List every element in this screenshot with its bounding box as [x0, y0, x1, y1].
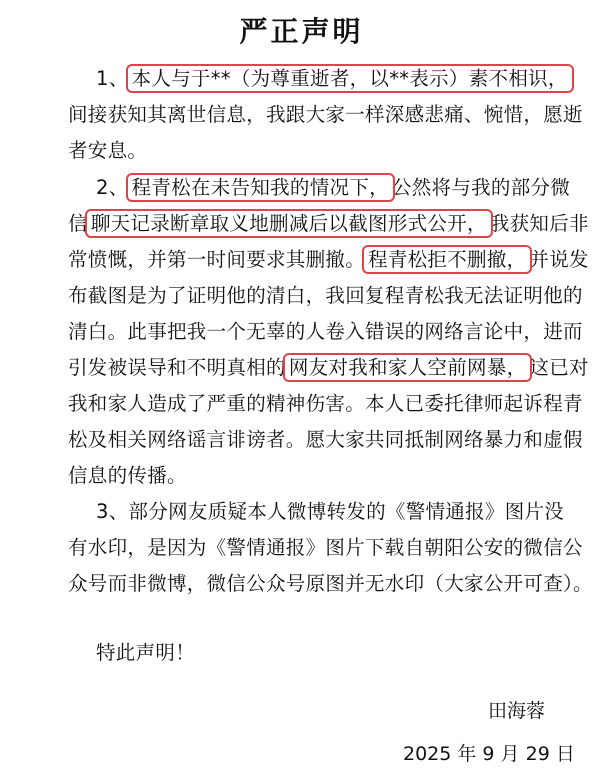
closing-statement: 特此声明！ [96, 641, 196, 664]
p2-line-1-tail: 公然将与我的部分微 [391, 176, 571, 199]
p2-line-2-tail: 我获知后非 [489, 212, 589, 235]
p2-line-8: 松及相关网络谣言诽谤者。愿大家共同抵制网络暴力和虚假 [68, 428, 583, 451]
p2-line-3-head: 常愤慨，并第一时间要求其删撤。 [68, 248, 366, 271]
p2-line-1 [96, 173, 570, 203]
p2-line-6 [68, 353, 589, 383]
p1-line-1 [96, 64, 571, 94]
highlight-box-refuse-delete: 程青松拒不删撤， [365, 248, 529, 271]
p2-line-4: 布截图是为了证明他的清白，我回复程青松我无法证明他的 [68, 284, 583, 307]
p3-line-1: 3、部分网友质疑本人微博转发的《警情通报》图片没 [96, 500, 565, 523]
p2-line-5: 清白。此事把我一个无辜的人卷入错误的网络言论中，进而 [68, 320, 583, 343]
highlight-box-chat-records: 聊天记录断章取义地删减后以截图形式公开， [88, 212, 490, 235]
p2-line-2-head: 信 [68, 212, 88, 235]
p1-number: 1、 [96, 67, 129, 90]
signature-date: 2025 年 9 月 29 日 [403, 743, 575, 765]
p1-line-3: 者安息。 [68, 139, 148, 162]
p2-line-6-tail: 这已对 [529, 356, 589, 379]
p2-line-3 [68, 245, 589, 275]
highlight-box-without-consent: 程青松在未告知我的情况下， [129, 176, 392, 199]
highlight-box-relation: 本人与于**（为尊重逝者，以**表示）素不相识， [129, 67, 571, 90]
p2-line-3-tail: 并说发 [529, 248, 589, 271]
p2-number: 2、 [96, 176, 129, 199]
signature-name: 田海蓉 [488, 700, 546, 722]
p3-line-2: 有水印，是因为《警情通报》图片下载自朝阳公安的微信公 [68, 536, 583, 559]
p3-line-3: 众号而非微博，微信公众号原图并无水印（大家公开可查）。 [68, 572, 593, 595]
p2-line-2 [68, 209, 589, 239]
p2-line-6-head: 引发被误导和不明真相的 [68, 356, 286, 379]
highlight-box-cyberbullying: 网友对我和家人空前网暴， [286, 356, 530, 379]
p1-line-2: 间接获知其离世信息，我跟大家一样深感悲痛、惋惜，愿逝 [68, 103, 583, 126]
p2-line-9: 信息的传播。 [68, 464, 187, 487]
p2-line-7: 我和家人造成了严重的精神伤害。本人已委托律师起诉程青 [68, 392, 583, 415]
document-title: 严正声明 [239, 15, 364, 48]
